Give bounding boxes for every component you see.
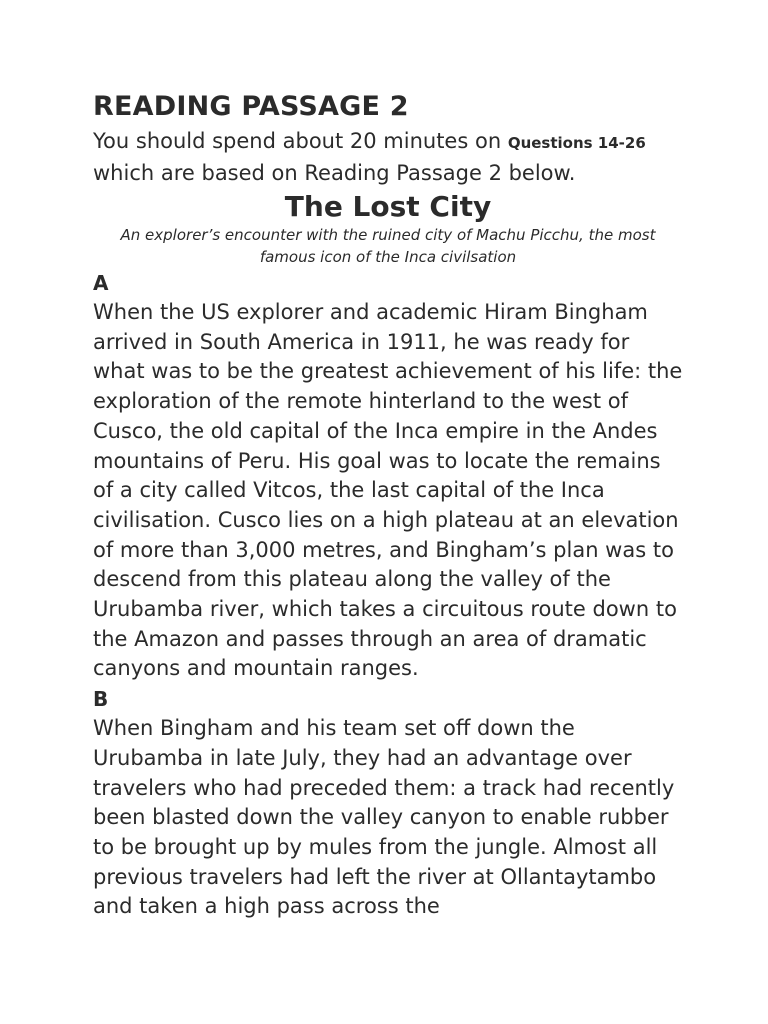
paragraph-a xyxy=(93,268,683,684)
question-range: Questions 14-26 xyxy=(507,134,646,152)
passage-content xyxy=(93,88,683,922)
instructions-after: which are based on Reading Passage 2 below. xyxy=(93,161,576,185)
passage-subtitle: An explorer’s encounter with the ruined city of Machu Picchu, the most famous icon of the Inca civilsation xyxy=(120,226,656,266)
paragraph-letter: A xyxy=(93,271,109,295)
instructions-text xyxy=(93,126,683,188)
paragraph-text: When Bingham and his team set off down the Urubamba in late July, they had an advantage over travelers who had preceded them: a track had recently been blasted down the valley canyon to enable rubber to be brought up by mules from the jungle. Almost all previous travelers had left the river at Ollantaytambo and taken a high pass across the xyxy=(93,716,675,919)
passage-heading: READING PASSAGE 2 xyxy=(93,91,409,122)
paragraph-b xyxy=(93,684,683,922)
paragraph-letter: B xyxy=(93,687,109,712)
instructions-before: You should spend about 20 minutes on xyxy=(93,129,508,153)
paragraph-text: When the US explorer and academic Hiram Bingham arrived in South America in 1911, he was ready for what was to be the greatest achievement of his life: the exploration of the remote hinterland to the west of Cusco, the old capital of the Inca empire in the Andes mountains of Peru. His goal was to locate the remains of a city called Vitcos, the last capital of the Inca civilisation. Cusco lies on a high plateau at an elevation of more than 3,000 metres, and Bingham’s plan was to descend from this plateau along the valley of the Urubamba river, which takes a circuitous route down to the Amazon and passes through an area of dramatic canyons and mountain ranges. xyxy=(93,300,683,681)
passage-title: The Lost City xyxy=(284,190,492,223)
